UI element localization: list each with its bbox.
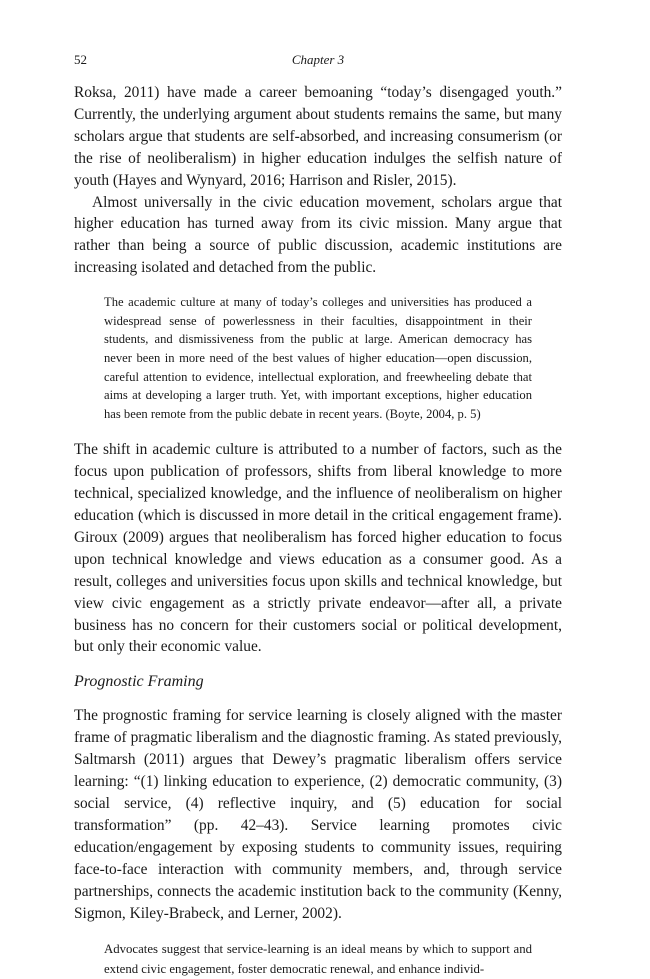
- block-quote-text-2: Advocates suggest that service-learning is an ideal means by which to support and extend civic engagement, foster democratic renewal, and enhance individ-: [104, 942, 532, 976]
- paragraph-continued: Roksa, 2011) have made a career bemoaning “today’s disengaged youth.” Currently, the underlying argument about students remains the same, but many scholars argue that students are self-absorbed, and increasing consumerism (or the rise of neoliberalism) in higher education indulges the selfish nature of youth (Hayes and Wynyard, 2016; Harrison and Risler, 2015).: [74, 84, 562, 189]
- page-number: 52: [74, 52, 87, 67]
- paragraph-academic-culture: The shift in academic culture is attributed to a number of factors, such as the focus upon publication of professors, shifts from liberal knowledge to more technical, specialized knowledge, and the influence of neoliberalism on higher education (which is discussed in more detail in the critical engagement frame). Giroux (2009) argues that neoliberalism has forced higher education to focus upon technical knowledge and views education as a consumer good. As a result, colleges and universities focus upon skills and technical knowledge, but view civic engagement as a strictly private endeavor—after all, a private business has no concern for their customers social or political development, but only their economic value.: [74, 441, 562, 656]
- body-text: [74, 82, 562, 979]
- running-header: [74, 52, 562, 70]
- paragraph-civic-mission: Almost universally in the civic education movement, scholars argue that higher education has turned away from its civic mission. Many argue that rather than being a source of public discussion, academic institutions are increasing isolated and detached from the public.: [74, 193, 562, 277]
- block-quote-text: The academic culture at many of today’s colleges and universities has produced a widespread sense of powerlessness in their faculties, disappointment in their students, and dismissiveness from the public at large. American democracy has never been in more need of the best values of higher education—open discussion, careful attention to evidence, intellectual exploration, and freewheeling debate that aims at developing a larger truth. Yet, with important exceptions, higher education has been remote from the public debate in recent years. (Boyte, 2004, p. 5): [104, 295, 532, 421]
- chapter-title: Chapter 3: [291, 52, 345, 67]
- block-quote-boyte: [104, 293, 532, 423]
- paragraph-prognostic-framing: The prognostic framing for service learning is closely aligned with the master frame of pragmatic liberalism and the diagnostic framing. As stated previously, Saltmarsh (2011) argues that Dewey’s pragmatic liberalism offers service learning: “(1) linking education to experience, (2) democratic community, (3) social service, (4) reflective inquiry, and (5) education for social transformation” (pp. 42–43). Service learning promotes civic education/engagement by exposing students to community issues, requiring face-to-face interaction with community members, and, through service partnerships, connects the academic institution back to the community (Kenny, Sigmon, Kiley-Brabeck, and Lerner, 2002).: [74, 707, 562, 922]
- section-heading: Prognostic Framing: [74, 673, 204, 691]
- block-quote-advocates: [104, 940, 532, 979]
